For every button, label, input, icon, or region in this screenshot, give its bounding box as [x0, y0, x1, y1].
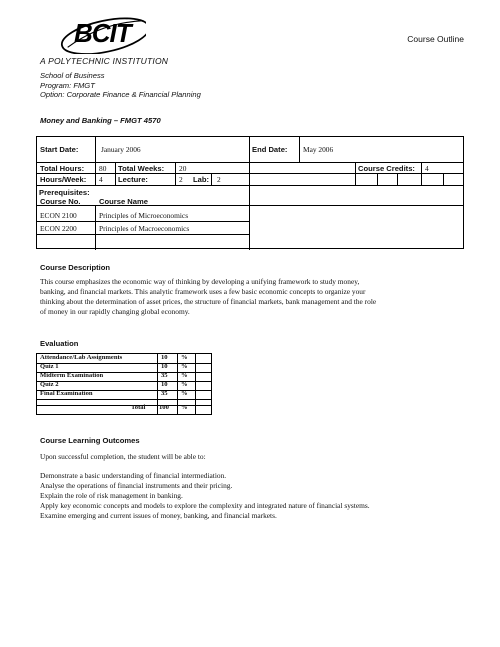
eval-value: 10 — [161, 363, 168, 370]
prereq-2-name: Principles of Macroeconomics — [99, 224, 190, 233]
description-line: of money in our rapidly changing global economy. — [40, 307, 190, 316]
logo-text: BCIT — [74, 18, 131, 48]
outcome-item: Explain the role of risk management in banking. — [40, 491, 183, 500]
hours-week-value: 4 — [99, 175, 103, 184]
description-line: thinking about the determination of asset prices, the structure of financial markets, bank management and the role — [40, 297, 377, 306]
course-info-table — [36, 136, 464, 249]
lecture-label: Lecture: — [118, 175, 148, 184]
prereq-1-no: ECON 2100 — [40, 211, 77, 220]
total-hours-label: Total Hours: — [40, 164, 85, 173]
eval-value: 10 — [161, 381, 168, 388]
course-title: Money and Banking – FMGT 4570 — [40, 116, 161, 125]
eval-value: 10 — [161, 354, 168, 361]
outcome-item: Apply key economic concepts and models to explore the complexity and integrated nature of financial systems. — [40, 501, 370, 510]
course-name-header: Course Name — [99, 197, 148, 206]
evaluation-table — [36, 353, 212, 415]
eval-unit: % — [181, 372, 188, 379]
outcomes-intro: Upon successful completion, the student will be able to: — [40, 452, 206, 461]
eval-total-label: Total — [131, 404, 146, 411]
lab-value: 2 — [217, 175, 221, 184]
start-date-value: January 2006 — [101, 145, 141, 154]
eval-total-unit: % — [181, 404, 188, 411]
lab-label: Lab: — [193, 175, 210, 184]
school-name: School of Business — [40, 71, 105, 80]
description-line: banking, and financial markets. This analytic framework uses a few basic economic concepts to organize your — [40, 287, 366, 296]
document-type: Course Outline — [407, 34, 464, 44]
course-no-header: Course No. — [40, 197, 81, 206]
eval-value: 35 — [161, 372, 168, 379]
end-date-label: End Date: — [252, 145, 288, 154]
eval-unit: % — [181, 390, 188, 397]
eval-unit: % — [181, 381, 188, 388]
outcome-item: Analyse the operations of financial instruments and their pricing. — [40, 481, 233, 490]
description-heading: Course Description — [40, 263, 111, 272]
eval-unit: % — [181, 354, 188, 361]
end-date-value: May 2006 — [303, 145, 334, 154]
hours-week-label: Hours/Week: — [40, 175, 87, 184]
eval-item: Midterm Examination — [40, 372, 104, 379]
prerequisites-label: Prerequisites: — [39, 188, 90, 197]
evaluation-heading: Evaluation — [40, 339, 79, 348]
option-name: Option: Corporate Finance & Financial Planning — [40, 90, 201, 100]
outcome-item: Examine emerging and current issues of money, banking, and financial markets. — [40, 511, 277, 520]
course-credits-label: Course Credits: — [358, 164, 415, 173]
program-name: Program: FMGT — [40, 80, 95, 90]
prereq-1-name: Principles of Microeconomics — [99, 211, 189, 220]
total-hours-value: 80 — [99, 164, 107, 173]
start-date-label: Start Date: — [40, 145, 79, 154]
description-line: This course emphasizes the economic way of thinking by developing a unifying framework to study money, — [40, 277, 360, 286]
eval-item: Quiz 1 — [40, 363, 59, 370]
lecture-value: 2 — [179, 175, 183, 184]
course-credits-value: 4 — [425, 164, 429, 173]
eval-item: Final Examination — [40, 390, 93, 397]
eval-total-value: 100 — [159, 404, 169, 411]
outcome-item: Demonstrate a basic understanding of financial intermediation. — [40, 471, 227, 480]
eval-unit: % — [181, 363, 188, 370]
total-weeks-label: Total Weeks: — [118, 164, 165, 173]
program-block — [40, 71, 201, 100]
description-text — [40, 277, 480, 317]
eval-item: Quiz 2 — [40, 381, 59, 388]
outcomes-list — [40, 471, 480, 521]
outcomes-heading: Course Learning Outcomes — [40, 436, 140, 445]
total-weeks-value: 20 — [179, 164, 187, 173]
tagline: A POLYTECHNIC INSTITUTION — [40, 56, 169, 66]
eval-item: Attendance/Lab Assignments — [40, 354, 123, 361]
eval-value: 35 — [161, 390, 168, 397]
prereq-2-no: ECON 2200 — [40, 224, 77, 233]
